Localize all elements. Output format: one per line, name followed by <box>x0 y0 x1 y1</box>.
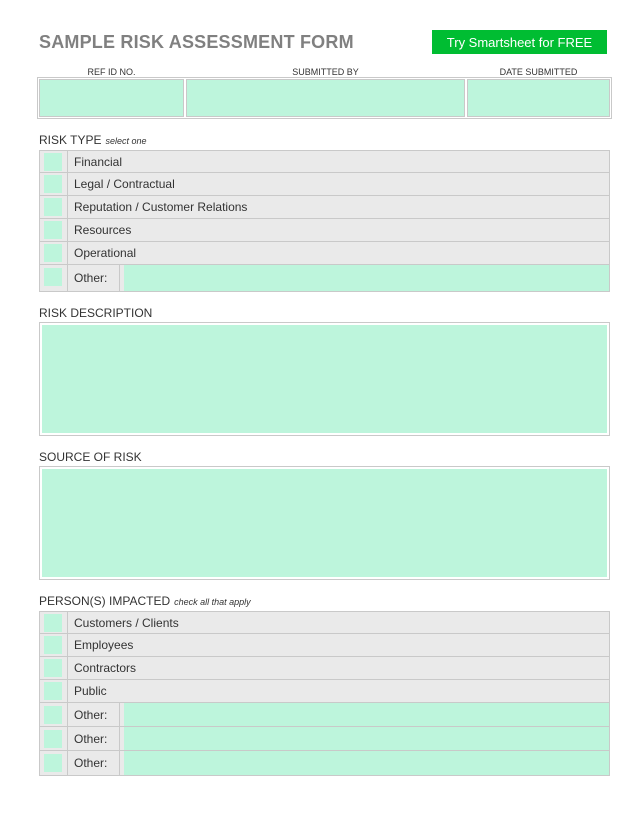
try-smartsheet-button[interactable]: Try Smartsheet for FREE <box>432 30 607 54</box>
form-title: SAMPLE RISK ASSESSMENT FORM <box>39 32 354 52</box>
persons-row-other-1 <box>39 703 610 727</box>
date-submitted-input[interactable] <box>467 79 610 117</box>
checkbox[interactable] <box>44 706 62 724</box>
persons-option-label: Public <box>74 684 107 698</box>
persons-row-employees <box>39 634 610 657</box>
row-divider <box>67 727 68 750</box>
risk-type-row-resources <box>39 219 610 242</box>
date-submitted-label: DATE SUBMITTED <box>499 67 578 77</box>
risk-description-title: RISK DESCRIPTION <box>39 306 153 320</box>
row-divider <box>67 219 68 241</box>
row-divider <box>67 196 68 218</box>
persons-option-label: Other: <box>74 708 108 722</box>
risk-type-option-label: Other: <box>74 271 108 285</box>
other-text-input[interactable] <box>124 751 609 775</box>
risk-type-row-legal <box>39 173 610 196</box>
source-of-risk-title: SOURCE OF RISK <box>39 450 142 464</box>
checkbox[interactable] <box>44 153 62 171</box>
risk-type-title: RISK TYPE <box>39 133 102 147</box>
risk-type-option-label: Operational <box>74 246 137 260</box>
risk-type-row-operational <box>39 242 610 265</box>
checkbox[interactable] <box>44 754 62 772</box>
row-divider <box>67 657 68 679</box>
row-divider <box>67 634 68 656</box>
risk-description-input[interactable] <box>42 325 607 433</box>
persons-option-label: Employees <box>74 638 134 652</box>
checkbox[interactable] <box>44 175 62 193</box>
row-divider <box>119 751 120 775</box>
persons-impacted-title: PERSON(S) IMPACTED <box>39 594 171 608</box>
persons-option-label: Other: <box>74 732 108 746</box>
persons-row-other-2 <box>39 727 610 751</box>
source-of-risk-input[interactable] <box>42 469 607 577</box>
checkbox[interactable] <box>44 244 62 262</box>
row-divider <box>67 151 68 172</box>
checkbox[interactable] <box>44 682 62 700</box>
risk-type-option-label: Reputation / Customer Relations <box>74 200 248 214</box>
persons-impacted-hint: check all that apply <box>174 597 251 607</box>
persons-row-customers <box>39 611 610 634</box>
persons-impacted-heading <box>39 594 251 608</box>
ref-id-input[interactable] <box>39 79 184 117</box>
persons-row-other-3 <box>39 751 610 776</box>
ref-id-label: REF ID NO. <box>87 67 136 77</box>
persons-row-contractors <box>39 657 610 680</box>
other-text-input[interactable] <box>124 727 609 750</box>
checkbox[interactable] <box>44 268 62 286</box>
row-divider <box>67 612 68 633</box>
row-divider <box>119 703 120 726</box>
checkbox[interactable] <box>44 636 62 654</box>
risk-type-option-label: Legal / Contractual <box>74 177 175 191</box>
row-divider <box>119 265 120 291</box>
risk-type-row-other <box>39 265 610 292</box>
risk-type-heading <box>39 133 147 147</box>
persons-option-label: Customers / Clients <box>74 616 179 630</box>
checkbox[interactable] <box>44 221 62 239</box>
other-text-input[interactable] <box>124 265 609 291</box>
risk-type-row-reputation <box>39 196 610 219</box>
submitted-by-label: SUBMITTED BY <box>292 67 359 77</box>
row-divider <box>67 173 68 195</box>
row-divider <box>67 265 68 291</box>
other-text-input[interactable] <box>124 703 609 726</box>
checkbox[interactable] <box>44 659 62 677</box>
persons-option-label: Contractors <box>74 661 137 675</box>
risk-description-box <box>39 322 610 436</box>
risk-type-option-label: Resources <box>74 223 132 237</box>
row-divider <box>67 703 68 726</box>
risk-type-row-financial <box>39 150 610 173</box>
persons-row-public <box>39 680 610 703</box>
row-divider <box>67 242 68 264</box>
row-divider <box>67 751 68 775</box>
checkbox[interactable] <box>44 198 62 216</box>
risk-type-hint: select one <box>105 136 147 146</box>
row-divider <box>119 727 120 750</box>
persons-option-label: Other: <box>74 756 108 770</box>
submitted-by-input[interactable] <box>186 79 465 117</box>
checkbox[interactable] <box>44 614 62 632</box>
source-of-risk-box <box>39 466 610 580</box>
row-divider <box>67 680 68 702</box>
risk-type-option-label: Financial <box>74 155 123 169</box>
checkbox[interactable] <box>44 730 62 748</box>
